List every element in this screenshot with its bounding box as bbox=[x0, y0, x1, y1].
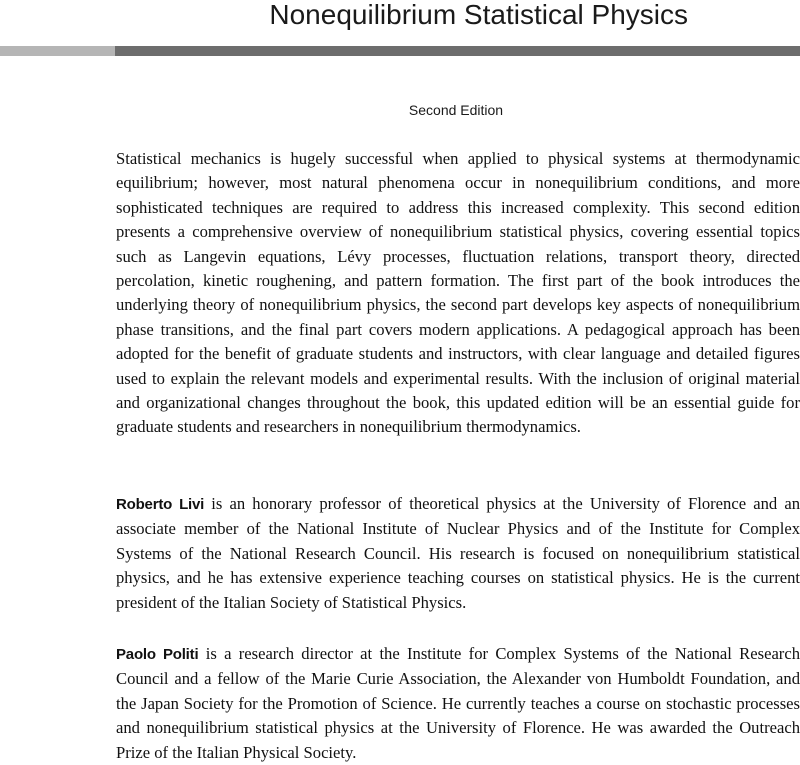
page-title: Nonequilibrium Statistical Physics bbox=[269, 0, 688, 30]
author-bio-politi bbox=[116, 642, 800, 765]
edition-label: Second Edition bbox=[408, 102, 504, 118]
header-rule-dark-segment bbox=[115, 46, 800, 56]
book-description: Statistical mechanics is hugely successful when applied to physical systems at thermodynamic equilibrium; however, most natural phenomena occur in nonequilibrium conditions, and more sophisticated techniques are required to address this increased complexity. This second edition presents a comprehensive overview of nonequilibrium statistical physics, covering essential topics such as Langevin equations, Lévy processes, fluctuation relations, transport theory, directed percolation, kinetic roughening, and pattern formation. The first part of the book introduces the underlying theory of nonequilibrium physics, the second part develops key aspects of nonequilibrium phase transitions, and the final part covers modern applications. A pedagogical approach has been adopted for the benefit of graduate students and instructors, with clear language and detailed figures used to explain the relevant models and experimental results. With the inclusion of original material and organizational changes throughout the book, this updated edition will be an essential guide for graduate students and researchers in nonequilibrium thermodynamics. bbox=[116, 149, 800, 437]
author-bio-text-politi: is a research director at the Institute for Complex Systems of the National Research Council and a fellow of the Marie Curie Association, the Alexander von Humboldt Foundation, and the Japan Society for the Promotion of Science. He currently teaches a course on stochastic processes and nonequilibrium statistical physics at the University of Florence. He was awarded the Outreach Prize of the Italian Physical Society. bbox=[116, 644, 800, 762]
author-bio-livi bbox=[116, 492, 800, 615]
header-rule-light-segment bbox=[0, 46, 115, 56]
author-name-livi: Roberto Livi bbox=[116, 496, 205, 513]
header-rule bbox=[0, 46, 800, 56]
author-name-politi: Paolo Politi bbox=[116, 646, 199, 663]
author-bio-text-livi: is an honorary professor of theoretical physics at the University of Florence and an associate member of the National Institute of Nuclear Physics and of the Institute for Complex Systems of the National Research Council. His research is focused on nonequilibrium statistical physics, and he has extensive experience teaching courses on statistical physics. He is the current president of the Italian Society of Statistical Physics. bbox=[116, 494, 800, 612]
